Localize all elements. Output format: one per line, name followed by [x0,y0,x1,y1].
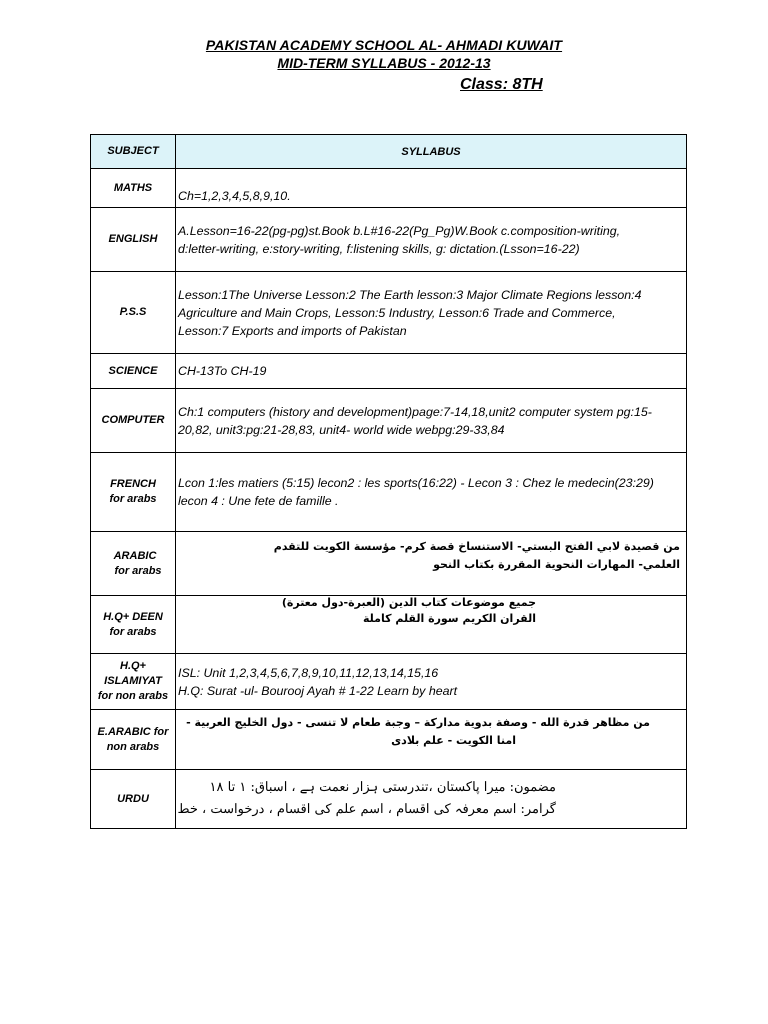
syllabus-line: العلمي- المهارات النحوية المقررة بكتاب النحو [433,558,680,571]
syllabus-table [90,134,687,829]
table-row [91,770,687,829]
subject-label: H.Q+ DEEN [103,610,163,623]
table-row [91,596,687,654]
syllabus-cell [176,354,687,389]
subject-label: ISLAMIYAT [104,675,162,687]
table-row [91,272,687,354]
subject-label: H.Q+ [120,660,146,672]
syllabus-cell [176,208,687,272]
table-row [91,654,687,710]
subject-label: MATHS [113,181,153,194]
table-row [91,354,687,389]
subject-cell [91,654,176,710]
subject-label: P.S.S [119,306,147,318]
syllabus-line: امنا الكويت - علم بلادى [391,734,516,747]
syllabus-line: من قصيدة لابي الفتح البستي- الاستنساخ قصة كرم- مؤسسة الكويت للتقدم [273,540,680,553]
subject-cell [91,770,176,829]
syllabus-line: گرامر: اسم معرفہ کی اقسام ، اسم علم کی اقسام ، درخواست ، خط [177,802,556,817]
syllabus-line: Ch=1,2,3,4,5,8,9,10. [178,189,291,203]
subject-label: ENGLISH [108,233,158,245]
syllabus-line: القران الكريم سورة القلم كاملة [362,612,536,625]
syllabus-cell [176,272,687,354]
syllabus-line: H.Q: Surat -ul- Bourooj Ayah # 1-22 Learn by heart [178,683,458,698]
table-row [91,532,687,596]
syllabus-line: جميع موضوعات كتاب الدين (العبرة-دول معترة) [281,596,536,609]
table-row [91,169,687,208]
syllabus-line: 20,82, unit3:pg:21-28,83, unit4- world wide webpg:29-33,84 [178,422,505,437]
subject-cell [91,354,176,389]
subject-cell [91,453,176,532]
syllabus-line: A.Lesson=16-22(pg-pg)st.Book b.L#16-22(Pg_Pg)W.Book c.composition-writing, [178,223,621,238]
syllabus-line: CH-13To CH-19 [178,364,267,378]
subject-cell [91,272,176,354]
subject-cell [91,208,176,272]
syllabus-cell [176,770,687,829]
column-header-subject: SUBJECT [91,135,176,169]
syllabus-line: Lesson:7 Exports and imports of Pakistan [178,323,407,338]
subject-cell [91,710,176,770]
syllabus-line: Lcon 1:les matiers (5:15) lecon2 : les sports(16:22) - Lecon 3 : Chez le medecin(23:29) [178,476,654,490]
syllabus-line: ISL: Unit 1,2,3,4,5,6,7,8,9,10,11,12,13,14,15,16 [178,665,439,680]
syllabus-cell [176,169,687,208]
subject-sublabel: for arabs [109,625,157,638]
syllabus-cell [176,596,687,654]
subject-label: ARABIC [113,549,157,562]
table-header-row [91,135,687,169]
syllabus-cell [176,710,687,770]
subject-sublabel: for non arabs [97,690,169,702]
subject-sublabel: non arabs [106,740,160,753]
subject-label: FRENCH [110,478,156,490]
table-row [91,453,687,532]
subject-cell [91,532,176,596]
subject-cell [91,596,176,654]
syllabus-cell [176,389,687,453]
subject-label: COMPUTER [101,414,165,426]
subject-label: E.ARABIC for [97,725,169,738]
syllabus-cell [176,453,687,532]
syllabus-line: lecon 4 : Une fete de famille . [178,494,339,508]
syllabus-term: MID-TERM SYLLABUS - 2012-13 [277,55,491,71]
subject-label: SCIENCE [108,364,158,377]
column-header-syllabus: SYLLABUS [176,135,687,169]
subject-sublabel: for arabs [109,493,157,505]
subject-cell [91,169,176,208]
subject-label: URDU [117,792,149,805]
syllabus-line: مضمون: میرا پاکستان ،تندرستی ہزار نعمت ہے ، اسباق: ۱ تا ۱۸ [209,780,556,795]
syllabus-line: Agriculture and Main Crops, Lesson:5 Industry, Lesson:6 Trade and Commerce, [178,305,616,320]
syllabus-cell [176,654,687,710]
syllabus-line: d:letter-writing, e:story-writing, f:listening skills, g: dictation.(Lsson=16-22) [178,241,580,256]
table-row [91,208,687,272]
syllabus-line: Lesson:1The Universe Lesson:2 The Earth lesson:3 Major Climate Regions lesson:4 [178,287,642,302]
syllabus-line: من مظاهر قدرة الله - وصفة بدوية مداركة – وجبة طعام لا تنسى - دول الخليج العربية - [186,716,650,729]
subject-sublabel: for arabs [114,564,162,577]
syllabus-line: Ch:1 computers (history and development)page:7-14,18,unit2 computer system pg:15- [178,404,652,419]
school-name: PAKISTAN ACADEMY SCHOOL AL- AHMADI KUWAIT [205,37,563,53]
syllabus-cell [176,532,687,596]
table-row [91,389,687,453]
table-row [91,710,687,770]
subject-cell [91,389,176,453]
class-label: Class: 8TH [460,76,543,93]
